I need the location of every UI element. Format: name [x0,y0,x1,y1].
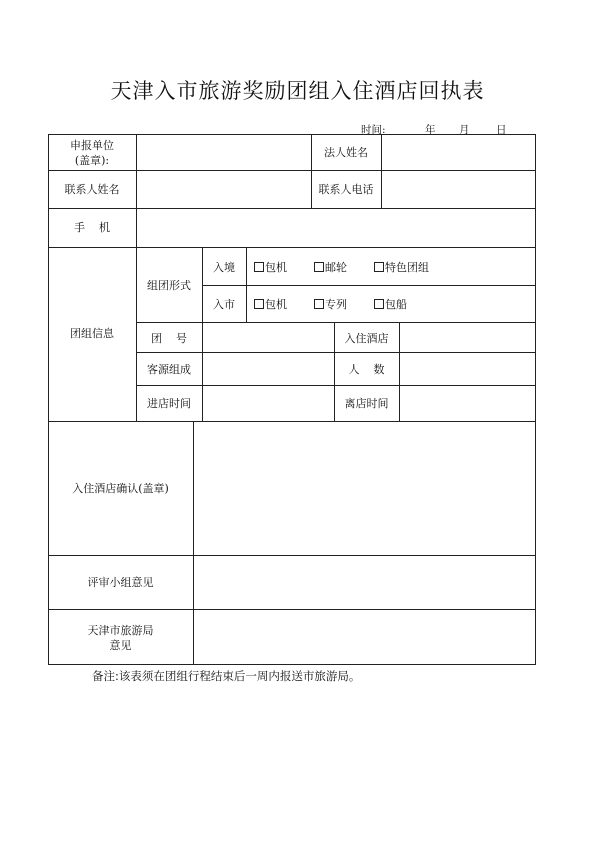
contact-phone-label: 联系人电话 [318,183,374,196]
city-option-charter[interactable] [254,297,287,312]
source-label: 客源组成 [147,363,191,376]
applicant-label-line1: 申报单位 [70,139,114,152]
contact-name-label: 联系人姓名 [64,183,120,196]
date-day: 日 [496,124,507,136]
option-label: 包机 [265,298,287,311]
review-label: 评审小组意见 [87,576,154,589]
bureau-label [48,623,193,653]
checkbox-icon [374,262,384,272]
contact-phone-field[interactable] [382,171,535,208]
option-label: 包船 [385,298,407,311]
date-month: 月 [459,124,470,136]
city-entry-label: 入市 [213,298,235,311]
bureau-label-line1: 天津市旅游局 [87,624,154,637]
option-label: 包机 [265,261,287,274]
source-field[interactable] [203,353,334,385]
checkin-field[interactable] [203,386,334,421]
inbound-label: 入境 [213,261,235,274]
hotel-label: 入住酒店 [344,332,389,345]
checkout-field[interactable] [400,386,535,421]
checkin-label: 进店时间 [147,397,191,410]
checkbox-icon [254,299,264,309]
group-no-field[interactable] [203,323,334,352]
checkout-label: 离店时间 [344,397,389,410]
applicant-label-line2: (盖章): [74,154,110,167]
group-form-label: 组团形式 [147,279,191,292]
checkbox-icon [314,262,324,272]
checkbox-icon [314,299,324,309]
checkbox-icon [254,262,264,272]
headcount-label: 人 数 [348,363,385,376]
date-year: 年 [425,124,436,136]
option-label: 邮轮 [325,261,347,274]
option-label: 专列 [325,298,347,311]
applicant-field[interactable] [137,135,311,170]
checkbox-icon [374,299,384,309]
bureau-field[interactable] [194,610,535,664]
review-field[interactable] [194,556,535,609]
footnote: 备注:该表须在团组行程结束后一周内报送市旅游局。 [92,669,361,683]
mobile-label: 手 机 [74,221,110,234]
form-title: 天津入市旅游奖励团组入住酒店回执表 [110,79,485,103]
group-info-label: 团组信息 [70,327,114,340]
legal-rep-field[interactable] [382,135,535,170]
legal-rep-label: 法人姓名 [324,146,368,159]
date-label: 时间: [361,124,386,136]
bureau-label-line2: 意见 [109,639,132,652]
inbound-option-special[interactable] [374,260,429,275]
inbound-option-cruise[interactable] [314,260,347,275]
city-option-train[interactable] [314,297,347,312]
contact-name-field[interactable] [137,171,311,208]
hotel-confirm-label: 入住酒店确认(盖章) [72,482,169,495]
hotel-field[interactable] [400,323,535,352]
city-option-ship[interactable] [374,297,407,312]
applicant-label [48,138,136,168]
hotel-confirm-field[interactable] [194,422,535,555]
option-label: 特色团组 [385,261,429,274]
mobile-field[interactable] [137,209,535,247]
inbound-option-charter[interactable] [254,260,287,275]
headcount-field[interactable] [400,353,535,385]
group-no-label: 团 号 [151,332,187,345]
